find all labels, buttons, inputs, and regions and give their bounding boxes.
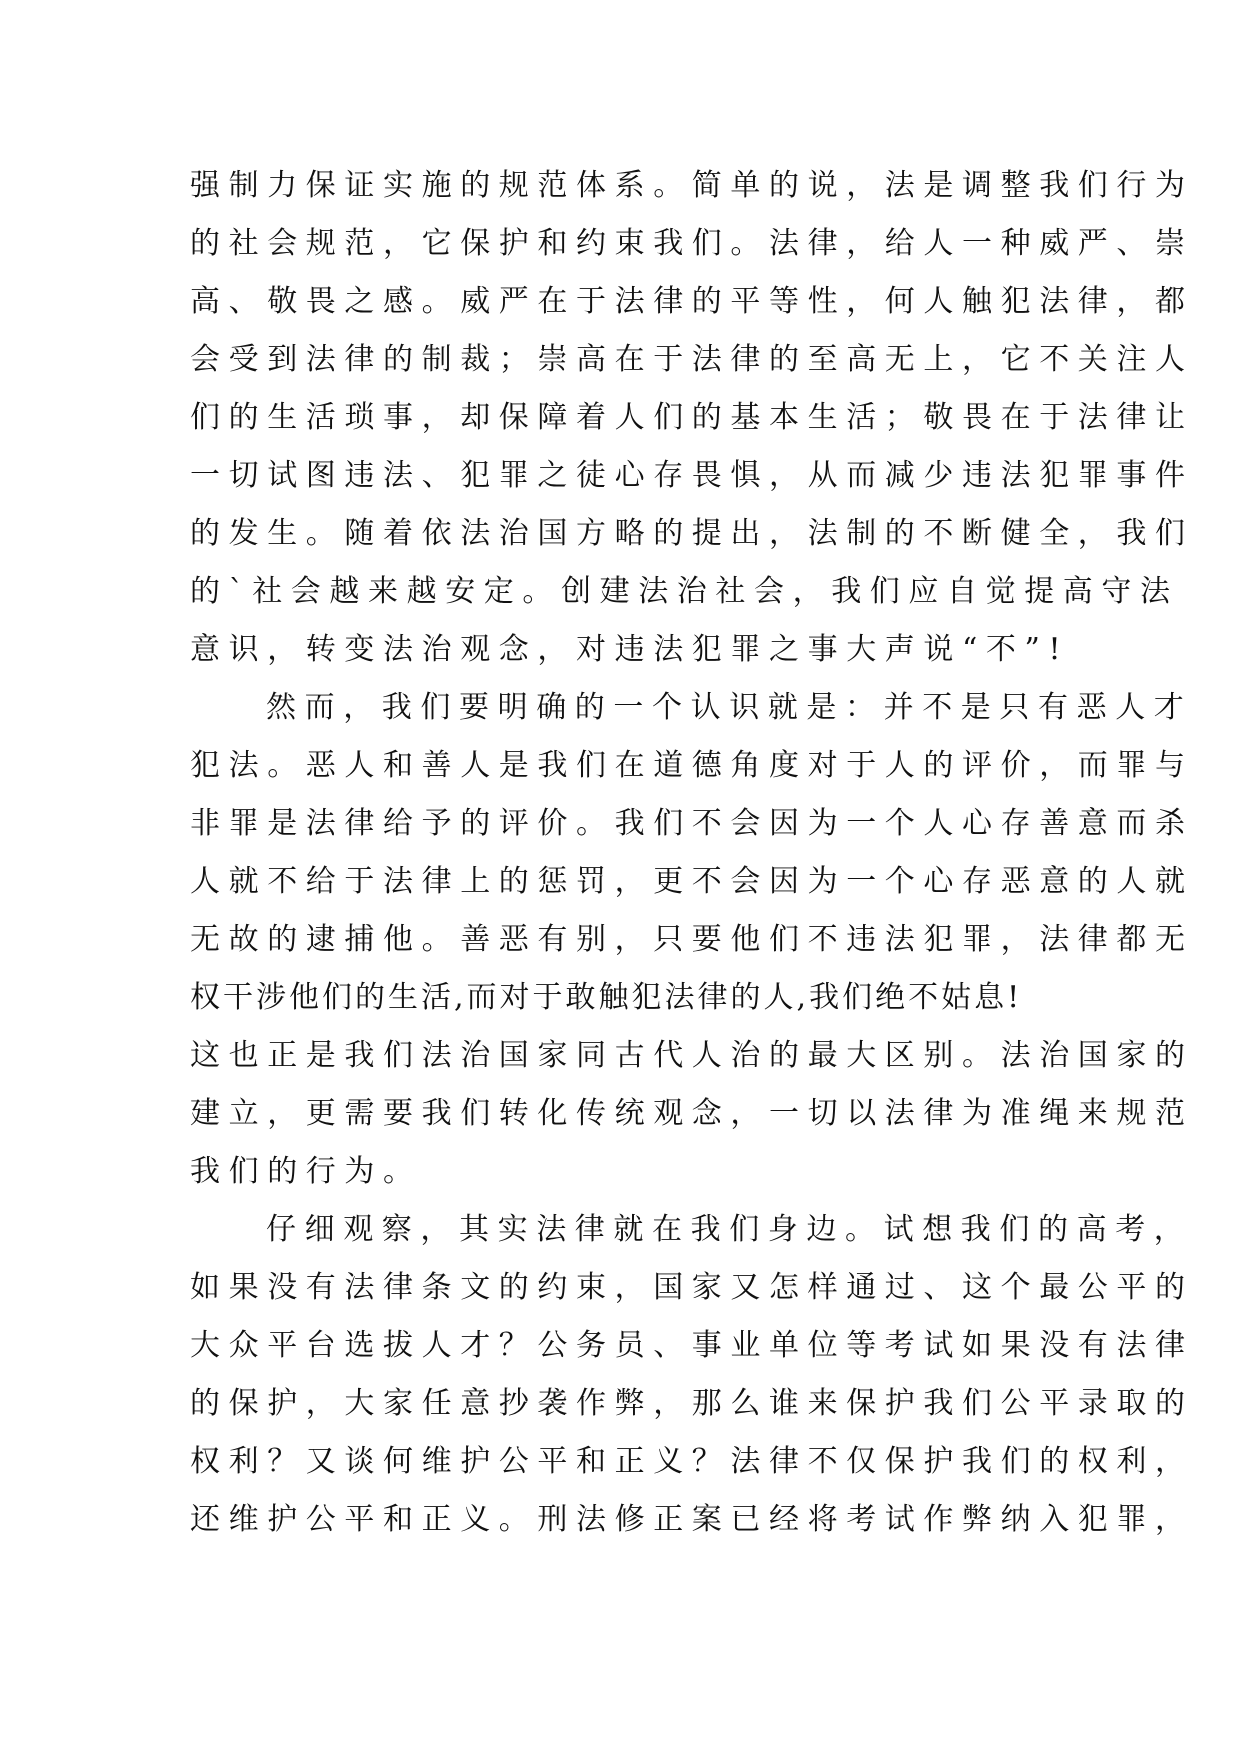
text-line: 一切试图违法、犯罪之徒心存畏惧，从而减少违法犯罪事件: [190, 458, 1194, 493]
document-body: [190, 157, 1194, 1549]
text-line: 的`社会越来越安定。创建法治社会，我们应自觉提高守法: [190, 574, 1179, 609]
paragraph-start-line: 然而，我们要明确的一个认识就是：并不是只有恶人才: [266, 690, 1193, 725]
text-line: 们的生活琐事，却保障着人们的基本生活；敬畏在于法律让: [190, 400, 1194, 435]
text-line: 这也正是我们法治国家同古代人治的最大区别。法治国家的: [190, 1038, 1194, 1073]
text-line: 意识，转变法治观念，对违法犯罪之事大声说“不”!: [190, 632, 1070, 667]
text-line: 权利？又谈何维护公平和正义？法律不仅保护我们的权利，: [190, 1444, 1194, 1479]
text-line: 的发生。随着依法治国方略的提出，法制的不断健全，我们: [190, 516, 1194, 551]
text-line: 高、敬畏之感。威严在于法律的平等性，何人触犯法律，都: [190, 284, 1194, 319]
text-line: 我们的行为。: [190, 1154, 422, 1189]
text-line: 人就不给于法律上的惩罚，更不会因为一个心存恶意的人就: [190, 864, 1194, 899]
text-line: 非罪是法律给予的评价。我们不会因为一个人心存善意而杀: [190, 806, 1194, 841]
text-line: 还维护公平和正义。刑法修正案已经将考试作弊纳入犯罪，: [190, 1502, 1194, 1537]
text-line: 建立，更需要我们转化传统观念，一切以法律为准绳来规范: [190, 1096, 1194, 1131]
text-line: 大众平台选拔人才？公务员、事业单位等考试如果没有法律: [190, 1328, 1194, 1363]
text-line: 的保护，大家任意抄袭作弊，那么谁来保护我们公平录取的: [190, 1386, 1194, 1421]
text-line: 犯法。恶人和善人是我们在道德角度对于人的评价，而罪与: [190, 748, 1194, 783]
text-line: 的社会规范，它保护和约束我们。法律，给人一种威严、崇: [190, 226, 1194, 261]
text-line: 如果没有法律条文的约束，国家又怎样通过、这个最公平的: [190, 1270, 1194, 1305]
text-line: 无故的逮捕他。善恶有别，只要他们不违法犯罪，法律都无: [190, 922, 1194, 957]
paragraph-start-line: 仔细观察，其实法律就在我们身边。试想我们的高考，: [266, 1212, 1193, 1247]
text-line: 会受到法律的制裁；崇高在于法律的至高无上，它不关注人: [190, 342, 1194, 377]
text-line: 权干涉他们的生活,而对于敢触犯法律的人,我们绝不姑息!: [190, 980, 1023, 1015]
text-line: 强制力保证实施的规范体系。简单的说，法是调整我们行为: [190, 168, 1194, 203]
